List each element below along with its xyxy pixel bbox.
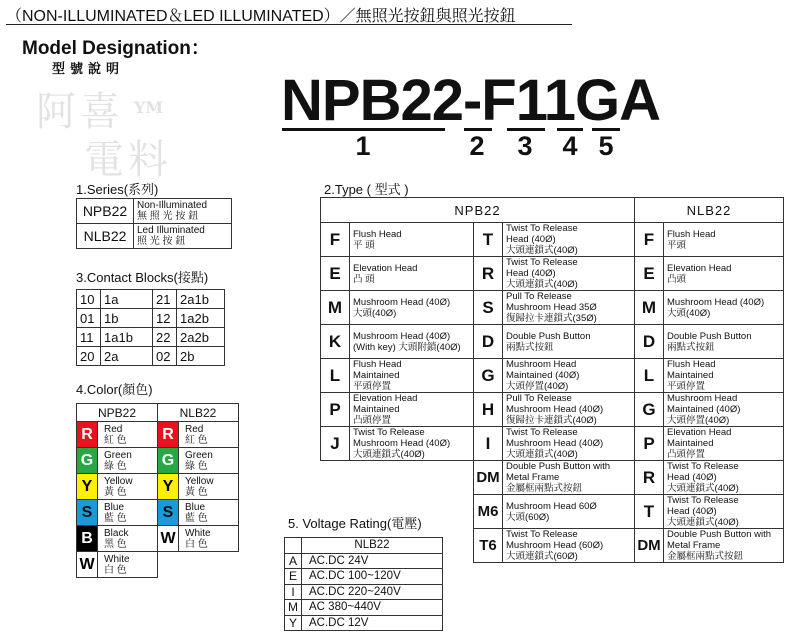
type-description-line: 大頭連鎖式(40Ø) (506, 245, 578, 256)
voltage-row (285, 584, 443, 600)
color-name-zh: 黑 色 (104, 538, 127, 550)
color-row (77, 500, 239, 526)
color-header-npb22: NPB22 (77, 404, 158, 422)
series-desc-en: Led Illuminated (137, 225, 205, 236)
type-description-line: Twist To Release (667, 461, 739, 472)
type-description (664, 359, 784, 393)
color-name-zh: 黃 色 (185, 486, 208, 498)
color-name-zh: 白 色 (104, 564, 127, 576)
contact-row (77, 328, 225, 347)
contact-code: 12 (153, 309, 177, 328)
model-designation-subtitle: 型號說明 (52, 61, 125, 76)
contact-code: 02 (153, 347, 177, 366)
color-header-row (77, 404, 239, 422)
type-description-line: Mushroom Head (40Ø) (667, 296, 765, 308)
series-desc-zh: 照 光 按 鈕 (137, 236, 186, 247)
type-description-line: (With key) 大頭附鎖(40Ø) (353, 341, 461, 353)
color-name (98, 552, 158, 578)
contact-code: 11 (77, 328, 101, 347)
watermark-tag: YM (134, 98, 164, 117)
color-name-zh: 綠 色 (104, 460, 127, 472)
color-name (179, 448, 239, 474)
type-description (664, 427, 784, 461)
type-header-nlb22: NLB22 (635, 198, 784, 223)
type-description-line: Double Push Button (506, 330, 591, 342)
type-description (503, 223, 635, 257)
type-description-line: Maintained (667, 370, 714, 381)
type-description (664, 461, 784, 495)
model-position-4: 4 (562, 131, 578, 161)
color-row (77, 552, 239, 578)
voltage-header-nlb22: NLB22 (302, 538, 443, 554)
type-code: P (635, 427, 664, 461)
color-name-zh: 藍 色 (104, 512, 127, 524)
series-row (77, 199, 232, 224)
type-description-line: 大頭連鎖式(40Ø) (506, 279, 578, 290)
type-description-line: Mushroom Head 60Ø (506, 500, 597, 512)
type-code: S (474, 291, 503, 325)
type-section-title: 2.Type ( 型式 ) (324, 182, 409, 197)
contact-value: 1b (101, 309, 153, 328)
color-name-zh: 紅 色 (185, 434, 208, 446)
type-description-line: Twist To Release (506, 529, 578, 540)
color-name (179, 422, 239, 448)
type-description-line: Double Push Button with (667, 529, 772, 540)
color-swatch-yellow: Y (158, 474, 179, 500)
watermark-line1: 阿喜 (36, 89, 124, 135)
type-description (664, 325, 784, 359)
type-description-line: 大頭連鎖式(40Ø) (667, 483, 739, 494)
type-description (503, 529, 635, 563)
type-code: L (635, 359, 664, 393)
contact-value: 2b (177, 347, 225, 366)
type-row (321, 223, 784, 257)
type-code: P (321, 393, 350, 427)
voltage-value: AC.DC 24V (302, 553, 443, 569)
color-name (98, 474, 158, 500)
type-code: R (635, 461, 664, 495)
type-description-line: 平頭停置 (667, 381, 706, 392)
type-code: J (321, 427, 350, 461)
series-section-title: 1.Series(系列) (76, 182, 159, 197)
model-code: NPB22-F11GA (281, 68, 661, 133)
type-description-line: Mushroom Head (667, 393, 738, 404)
type-code: DM (635, 529, 664, 563)
contact-section-title: 3.Contact Blocks(接點) (76, 270, 209, 285)
type-description-line: Pull To Release (506, 291, 572, 302)
model-position-1: 1 (355, 131, 371, 161)
type-description-line: 大頭(60Ø) (506, 511, 550, 523)
color-swatch-blue: S (77, 500, 98, 526)
type-code: L (321, 359, 350, 393)
type-description-line: 大頭連鎖式(60Ø) (506, 551, 578, 562)
voltage-value: AC.DC 100~120V (302, 569, 443, 585)
color-name-zh: 黃 色 (104, 486, 127, 498)
color-name (179, 500, 239, 526)
contact-row (77, 347, 225, 366)
color-name (98, 448, 158, 474)
type-description-line: 大頭(40Ø) (667, 307, 711, 319)
type-description-line: 平 頭 (353, 239, 375, 251)
type-description-line: 凸 頭 (353, 273, 375, 285)
type-description-line: Elevation Head (667, 427, 732, 438)
contact-value: 1a2b (177, 309, 225, 328)
type-description-line: Elevation Head (353, 262, 418, 274)
contact-code: 21 (153, 290, 177, 309)
type-header-row (321, 198, 784, 223)
contact-table (76, 289, 225, 366)
model-position-3: 3 (517, 131, 533, 161)
type-description-line: Mushroom Head (60Ø) (506, 540, 604, 551)
type-description-line: 復歸拉卡連鎖式(35Ø) (506, 313, 597, 324)
type-table-body (321, 223, 784, 563)
type-row (321, 461, 784, 495)
type-description-line: Head (40Ø) (667, 472, 717, 483)
type-description-line: 平頭停置 (353, 381, 392, 392)
model-position-5: 5 (598, 131, 614, 161)
type-description-line: 凸頭停置 (353, 415, 392, 426)
series-code: NPB22 (77, 199, 134, 224)
color-name-zh: 紅 色 (104, 434, 127, 446)
type-description-line: Mushroom Head (40Ø) (506, 404, 604, 415)
type-description (664, 495, 784, 529)
type-description-line: Mushroom Head 35Ø (506, 302, 597, 313)
type-description-line: 金屬框兩點式按鈕 (506, 483, 583, 494)
color-row (77, 526, 239, 552)
contact-row (77, 309, 225, 328)
color-empty-cell (158, 552, 239, 578)
contact-code: 20 (77, 347, 101, 366)
type-description (350, 393, 474, 427)
type-code: I (474, 427, 503, 461)
contact-row (77, 290, 225, 309)
type-row (321, 257, 784, 291)
color-swatch-yellow: Y (77, 474, 98, 500)
color-name-zh: 藍 色 (185, 512, 208, 524)
color-swatch-red: R (77, 422, 98, 448)
type-description (664, 291, 784, 325)
type-description-line: Head (40Ø) (667, 506, 717, 517)
type-code: G (474, 359, 503, 393)
color-name (98, 422, 158, 448)
contact-value: 2a1b (177, 290, 225, 309)
color-name (179, 474, 239, 500)
type-description-line: 平頭 (667, 239, 687, 251)
color-swatch-blue: S (158, 500, 179, 526)
series-desc-en: Non-Illuminated (137, 200, 208, 211)
color-name-en: Blue (104, 501, 125, 513)
type-description-line: Twist To Release (506, 223, 578, 234)
color-swatch-black: B (77, 526, 98, 552)
series-desc (134, 224, 232, 249)
color-table (76, 403, 239, 578)
color-name-en: Green (104, 449, 132, 461)
type-description-line: Mushroom Head (40Ø) (353, 438, 451, 449)
type-description (503, 461, 635, 495)
type-description-line: Mushroom Head (40Ø) (353, 330, 451, 342)
type-description-line: Flush Head (353, 359, 402, 370)
color-name-en: Yellow (104, 475, 133, 487)
type-description-line: 金屬框兩點式按鈕 (667, 551, 744, 562)
type-description-line: Maintained (40Ø) (506, 370, 580, 381)
color-name-en: Green (185, 449, 213, 461)
contact-code: 22 (153, 328, 177, 347)
type-description-line: 大頭連鎖式(40Ø) (506, 449, 578, 460)
type-description (664, 257, 784, 291)
type-code: M (321, 291, 350, 325)
color-swatch-green: G (77, 448, 98, 474)
series-row (77, 224, 232, 249)
contact-value: 2a (101, 347, 153, 366)
type-description-line: Maintained (40Ø) (667, 404, 741, 415)
type-code: G (635, 393, 664, 427)
type-row (321, 291, 784, 325)
type-header-npb22: NPB22 (321, 198, 635, 223)
page-header-title: （NON-ILLUMINATED＆LED ILLUMINATED）／無照光按鈕與照光按鈕 (6, 8, 516, 25)
type-description (350, 291, 474, 325)
color-name-en: White (104, 553, 130, 565)
type-row (321, 427, 784, 461)
color-swatch-green: G (158, 448, 179, 474)
type-description-line: Head (40Ø) (506, 268, 556, 279)
type-description-line: 大頭連鎖式(40Ø) (667, 517, 739, 528)
voltage-header-row (285, 538, 443, 554)
type-description-line: Mushroom Head (40Ø) (506, 438, 604, 449)
model-designation-title: Model Designation： (22, 38, 210, 59)
type-description-line: 大頭停置(40Ø) (667, 415, 730, 426)
type-description-line: Pull To Release (506, 393, 572, 404)
type-description (350, 257, 474, 291)
type-table (320, 197, 784, 563)
voltage-row (285, 553, 443, 569)
color-row (77, 474, 239, 500)
color-name-en: Blue (185, 501, 206, 513)
type-row (321, 325, 784, 359)
type-code: M6 (474, 495, 503, 529)
type-description-line: Flush Head (353, 228, 402, 240)
series-table (76, 198, 232, 249)
color-name (98, 526, 158, 552)
type-code: E (635, 257, 664, 291)
color-row (77, 448, 239, 474)
type-code: E (321, 257, 350, 291)
color-swatch-white: W (158, 526, 179, 552)
type-description-line: Twist To Release (353, 427, 425, 438)
type-description-line: Flush Head (667, 359, 716, 370)
voltage-header-blank (285, 538, 302, 554)
voltage-section-title: 5. Voltage Rating(電壓) (288, 516, 422, 531)
type-row (321, 393, 784, 427)
type-code: F (635, 223, 664, 257)
color-name-en: White (185, 527, 211, 539)
type-description (350, 325, 474, 359)
type-description-line: Maintained (353, 370, 400, 381)
type-description-line: 復歸拉卡連鎖式(40Ø) (506, 415, 597, 426)
type-description-line: 兩點式按鈕 (667, 341, 715, 353)
type-code: H (474, 393, 503, 427)
type-description-line: Maintained (667, 438, 714, 449)
type-code: F (321, 223, 350, 257)
type-description-line: 兩點式按鈕 (506, 341, 554, 353)
voltage-table (284, 537, 443, 631)
type-code: D (635, 325, 664, 359)
type-code: K (321, 325, 350, 359)
type-description-line: Mushroom Head (506, 359, 577, 370)
type-description (350, 223, 474, 257)
color-name (179, 526, 239, 552)
type-description-line: Twist To Release (667, 495, 739, 506)
type-description-line: Head (40Ø) (506, 234, 556, 245)
color-swatch-white: W (77, 552, 98, 578)
type-description (503, 359, 635, 393)
type-description (503, 291, 635, 325)
voltage-code: I (285, 584, 302, 600)
type-code: R (474, 257, 503, 291)
type-code: M (635, 291, 664, 325)
type-description-line: 凸頭停置 (667, 449, 706, 460)
type-description (503, 257, 635, 291)
color-section-title: 4.Color(顏色) (76, 382, 153, 397)
type-description (503, 427, 635, 461)
type-description-line: Elevation Head (667, 262, 732, 274)
voltage-value: AC 380~440V (302, 600, 443, 616)
type-code: D (474, 325, 503, 359)
type-description-line: 大頭連鎖式(40Ø) (353, 449, 425, 460)
contact-code: 01 (77, 309, 101, 328)
type-description-line: Flush Head (667, 228, 716, 240)
type-description (350, 427, 474, 461)
type-description-line: 大頭停置(40Ø) (506, 381, 569, 392)
contact-code: 10 (77, 290, 101, 309)
type-description-line: Elevation Head (353, 393, 418, 404)
type-description-line: Maintained (353, 404, 400, 415)
series-desc (134, 199, 232, 224)
color-name (98, 500, 158, 526)
model-position-2: 2 (469, 131, 485, 161)
type-description-line: Metal Frame (506, 472, 560, 483)
type-description-line: 大頭(40Ø) (353, 307, 397, 319)
series-desc-zh: 無 照 光 按 鈕 (137, 211, 199, 222)
color-name-zh: 白 色 (185, 538, 208, 550)
type-code: T (635, 495, 664, 529)
voltage-code: M (285, 600, 302, 616)
color-name-en: Black (104, 527, 129, 539)
header-divider (6, 24, 572, 25)
type-description (503, 495, 635, 529)
color-name-en: Red (104, 423, 123, 435)
voltage-row (285, 600, 443, 616)
watermark-line2: 電料 (84, 137, 172, 183)
type-description-line: Metal Frame (667, 540, 721, 551)
type-code: T (474, 223, 503, 257)
series-code: NLB22 (77, 224, 134, 249)
type-description (503, 325, 635, 359)
color-header-nlb22: NLB22 (158, 404, 239, 422)
voltage-row (285, 615, 443, 631)
color-name-zh: 綠 色 (185, 460, 208, 472)
type-description (350, 359, 474, 393)
type-code: DM (474, 461, 503, 495)
type-description-line: Twist To Release (506, 257, 578, 268)
type-description-line: Double Push Button (667, 330, 752, 342)
voltage-code: A (285, 553, 302, 569)
contact-value: 2a2b (177, 328, 225, 347)
type-description-line: Twist To Release (506, 427, 578, 438)
contact-value: 1a1b (101, 328, 153, 347)
voltage-code: E (285, 569, 302, 585)
color-row (77, 422, 239, 448)
type-empty-cell (321, 461, 474, 495)
type-description (664, 529, 784, 563)
type-description-line: 凸頭 (667, 273, 687, 285)
contact-value: 1a (101, 290, 153, 309)
type-row (321, 359, 784, 393)
type-description (664, 393, 784, 427)
voltage-value: AC.DC 12V (302, 615, 443, 631)
voltage-row (285, 569, 443, 585)
type-description-line: Mushroom Head (40Ø) (353, 296, 451, 308)
type-description-line: Double Push Button with (506, 461, 611, 472)
voltage-code: Y (285, 615, 302, 631)
type-description (664, 223, 784, 257)
voltage-value: AC.DC 220~240V (302, 584, 443, 600)
type-code: T6 (474, 529, 503, 563)
type-description (503, 393, 635, 427)
color-name-en: Yellow (185, 475, 214, 487)
color-swatch-red: R (158, 422, 179, 448)
color-name-en: Red (185, 423, 204, 435)
